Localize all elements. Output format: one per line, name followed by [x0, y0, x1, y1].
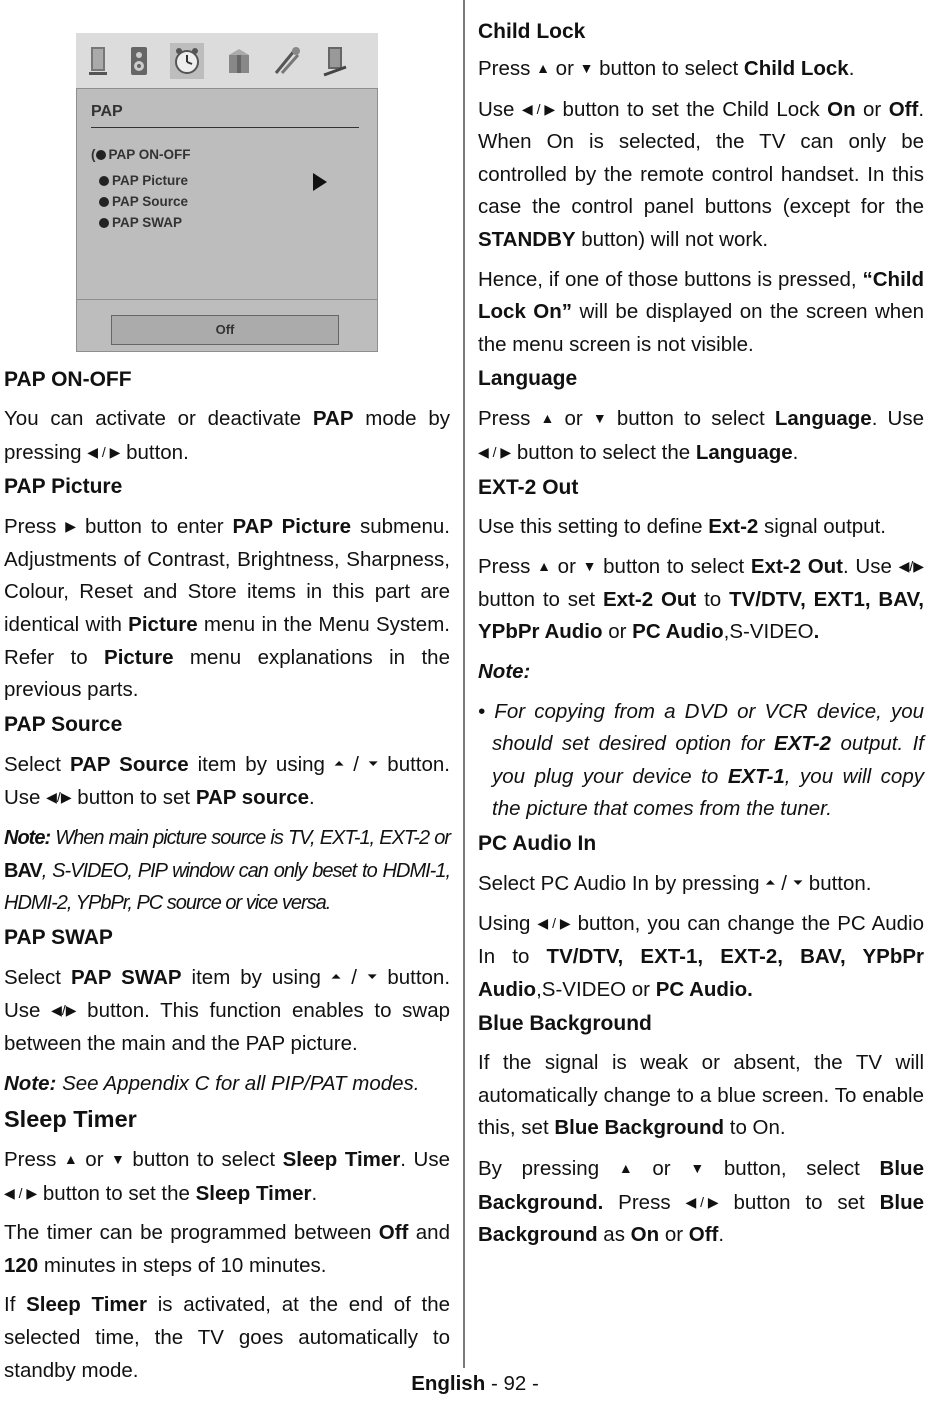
down-icon: ⏷ — [792, 874, 804, 890]
ext2-note-label: Note: — [478, 659, 531, 683]
child-lock-text-1: Press ▲ or ▼ button to select Child Lock. — [478, 52, 924, 86]
pap-swap-heading: PAP SWAP — [4, 925, 113, 949]
pc-audio-heading: PC Audio In — [478, 831, 597, 855]
left-right-icon: ◀ / ▶ — [87, 443, 121, 460]
up-icon: ⏶ — [330, 968, 342, 984]
menu-item-label: PAP SWAP — [112, 215, 183, 230]
bullet-icon — [96, 150, 106, 160]
pc-audio-text-2: Using ◀ / ▶ button, you can change the PC Audio In to TV/DTV, EXT-1, EXT-2, BAV, YPbPr Audio,S-VIDEO or PC Audio. — [478, 907, 924, 1006]
page-number: - 92 - — [485, 1372, 539, 1395]
right-column — [478, 16, 924, 1252]
up-icon: ⏶ — [333, 755, 345, 771]
menu-title: PAP — [91, 103, 123, 120]
down-icon: ▼ — [582, 558, 597, 575]
submenu-arrow-icon — [313, 173, 327, 191]
sleep-timer-text-1: Press ▲ or ▼ button to select Sleep Timer. Use ◀ / ▶ button to set the Sleep Timer. — [4, 1143, 450, 1210]
pap-source-note: Note: When main picture source is TV, EXT-1, EXT-2 or BAV, S-VIDEO, PIP window can only beset to HDMI-1, HDMI-2, YPbPr, PC source or vice versa. — [4, 826, 450, 915]
sleep-timer-text-2: The timer can be programmed between Off and 120 minutes in steps of 10 minutes. — [4, 1221, 450, 1277]
bullet-icon — [99, 197, 109, 207]
setup-icon — [318, 43, 352, 79]
menu-item-pap-swap[interactable] — [99, 215, 182, 230]
child-lock-text-2: Use ◀ / ▶ button to set the Child Lock On or Off. When On is selected, the TV can only be controlled by the remote control handset. In this case the control panel buttons (except for the STANDBY button) will not work. — [478, 93, 924, 257]
menu-value-box[interactable]: Off — [111, 315, 339, 345]
child-lock-heading: Child Lock — [478, 20, 586, 43]
left-right-icon: ◀ / ▶ — [537, 915, 571, 932]
sleep-timer-text-3: If Sleep Timer is activated, at the end of the selected time, the TV goes automatically to standby mode. — [4, 1293, 451, 1382]
pap-picture-heading: PAP Picture — [4, 475, 123, 499]
pap-source-text: Select PAP Source item by using ⏶ / ⏷ button. Use ◀/▶ button to set PAP source. — [4, 748, 450, 815]
menu-item-label: PAP Picture — [112, 173, 189, 188]
up-icon: ⏶ — [765, 874, 776, 890]
ext2-heading: EXT-2 Out — [478, 475, 579, 499]
menu-item-pap-source[interactable] — [99, 194, 188, 209]
up-icon: ▲ — [537, 558, 551, 575]
down-icon: ⏷ — [367, 755, 379, 771]
menu-item-pap-onoff[interactable] — [91, 147, 191, 162]
bullet-icon — [99, 218, 109, 228]
pap-source-heading: PAP Source — [4, 712, 123, 736]
pap-menu-screenshot — [76, 33, 378, 352]
pap-onoff-heading: PAP ON-OFF — [4, 368, 132, 391]
ext2-text-2: Press ▲ or ▼ button to select Ext-2 Out. Use ◀/▶ button to set Ext-2 Out to TV/DTV, EXT1, BAV, YPbPr Audio or PC Audio,S-VIDEO. — [478, 550, 924, 649]
left-right-icon: ◀/▶ — [898, 558, 924, 575]
left-right-icon: ◀ / ▶ — [685, 1193, 719, 1210]
left-right-icon: ◀/▶ — [46, 789, 72, 806]
blue-background-text-2: By pressing ▲ or ▼ button, select Blue Background. Press ◀ / ▶ button to set Blue Background as On or Off. — [478, 1152, 924, 1252]
menu-separator — [77, 299, 377, 300]
up-icon: ▲ — [536, 60, 550, 76]
page-footer — [0, 1372, 950, 1396]
left-right-icon: ◀ / ▶ — [478, 443, 512, 460]
down-icon: ▼ — [111, 1151, 125, 1168]
ext2-note-bullet: • For copying from a DVD or VCR device, you should set desired option for EXT-2 output. If you plug your device to EXT-1, you will copy the picture that comes from the tuner. — [478, 699, 924, 821]
down-icon: ⏷ — [366, 968, 378, 984]
blue-background-heading: Blue Background — [478, 1012, 652, 1036]
language-heading: Language — [478, 367, 578, 391]
down-icon: ▼ — [592, 410, 607, 427]
pap-swap-note: Note: See Appendix C for all PIP/PAT modes. — [4, 1071, 420, 1095]
right-icon: ▶ — [65, 518, 77, 535]
down-icon: ▼ — [690, 1160, 705, 1177]
ext2-text-1: Use this setting to define Ext-2 signal output. — [478, 514, 886, 538]
left-right-icon: ◀ / ▶ — [521, 100, 556, 117]
speaker-icon — [122, 43, 156, 79]
language-text: Press ▲ or ▼ button to select Language. Use ◀ / ▶ button to select the Language. — [478, 402, 924, 469]
column-divider — [463, 0, 465, 1368]
up-icon: ▲ — [63, 1151, 78, 1168]
menu-icon-bar — [76, 33, 378, 88]
footer-language: English — [411, 1372, 486, 1395]
pap-swap-text: Select PAP SWAP item by using ⏶ / ⏷ button. Use ◀/▶ button. This function enables to swap between the main and the PAP picture. — [4, 961, 450, 1061]
sleep-timer-heading: Sleep Timer — [4, 1106, 137, 1133]
menu-paren: ( — [91, 147, 96, 162]
down-icon: ▼ — [579, 60, 594, 76]
pap-onoff-text: You can activate or deactivate PAP mode by pressing ◀ / ▶ button. — [4, 403, 450, 469]
pc-audio-text-1: Select PC Audio In by pressing ⏶ / ⏷ button. — [478, 867, 924, 901]
menu-item-label: PAP ON-OFF — [108, 147, 191, 162]
left-right-icon: ◀ / ▶ — [4, 1184, 38, 1201]
up-icon: ▲ — [540, 410, 555, 427]
tools-icon — [270, 43, 304, 79]
clock-icon — [170, 43, 204, 79]
child-lock-text-3: Hence, if one of those buttons is pressed, “Child Lock On” will be displayed on the screen when the menu screen is not visible. — [478, 267, 924, 356]
menu-panel — [76, 88, 378, 352]
menu-title-rule — [91, 127, 359, 128]
tv-icon — [82, 43, 116, 79]
pap-picture-text: Press ▶ button to enter PAP Picture submenu. Adjustments of Contrast, Brightness, Sharpness, Colour, Reset and Store items in this part are identical with Picture menu in the Menu System. Refer to Picture menu explanations in the previous parts. — [4, 510, 450, 707]
blue-background-text-1: If the signal is weak or absent, the TV will automatically change to a blue screen. To enable this, set Blue Background to On. — [478, 1051, 924, 1140]
box-icon — [222, 43, 256, 79]
bullet-icon — [99, 176, 109, 186]
left-right-icon: ◀/▶ — [51, 1002, 77, 1019]
menu-item-pap-picture[interactable] — [99, 173, 188, 188]
left-column — [4, 364, 450, 1387]
menu-item-label: PAP Source — [112, 194, 189, 209]
up-icon: ▲ — [618, 1160, 633, 1177]
